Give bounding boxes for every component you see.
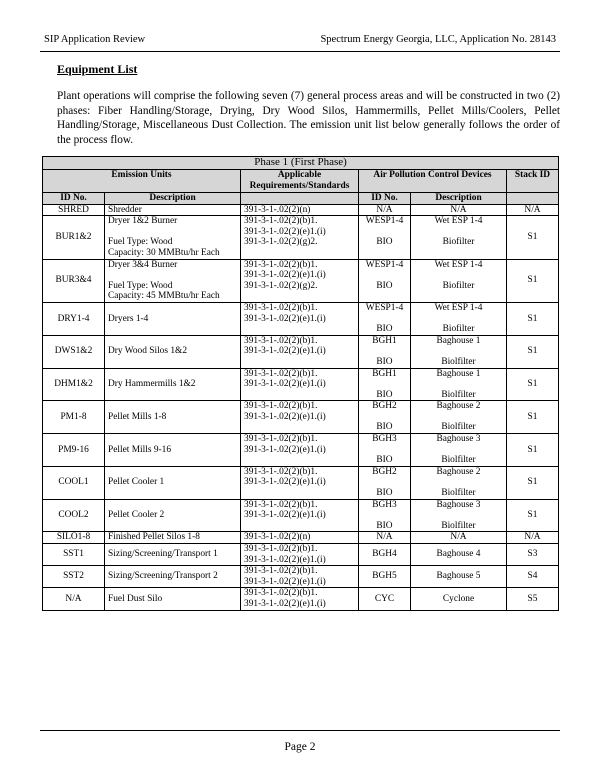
stack-id: S5 <box>507 588 559 610</box>
stack-id: S1 <box>507 259 559 302</box>
section-title: Equipment List <box>57 62 138 76</box>
subheader-id: ID No. <box>43 193 105 205</box>
apcd-id-line: BIO <box>376 422 393 433</box>
header-right: Spectrum Energy Georgia, LLC, Application No. 28143 <box>320 34 556 45</box>
apcd-description-line: Wet ESP 1-4 <box>434 259 483 270</box>
emission-unit-description <box>105 544 241 566</box>
apcd-id-line <box>362 346 407 357</box>
requirement-line: 391-3-1-.02(2)(b)1. <box>244 302 318 313</box>
applicable-requirements <box>241 566 359 588</box>
emission-unit-id: DHM1&2 <box>43 368 105 401</box>
apcd-id-line: BGH1 <box>372 368 397 379</box>
requirement-line: 391-3-1-.02(2)(e)1.(i) <box>244 576 326 587</box>
apcd-description <box>411 368 507 401</box>
page-number: Page 2 <box>284 741 316 753</box>
apcd-id <box>359 204 411 216</box>
apcd-description-line <box>414 379 503 390</box>
apcd-id-line: BGH3 <box>372 499 397 510</box>
description-line: Pellet Mills 1-8 <box>108 411 167 422</box>
description-line: Sizing/Screening/Transport 2 <box>108 571 218 582</box>
requirement-line: 391-3-1-.02(2)(e)1.(i) <box>244 379 326 390</box>
requirement-line: 391-3-1-.02(2)(e)1.(i) <box>244 313 326 324</box>
apcd-id <box>359 466 411 499</box>
apcd-description-line: Biolfilter <box>441 389 476 400</box>
header-apcd: Air Pollution Control Devices <box>359 170 507 193</box>
stack-id: S1 <box>507 499 559 532</box>
apcd-description <box>411 566 507 588</box>
emission-unit-id: SST2 <box>43 566 105 588</box>
equipment-table <box>42 156 559 611</box>
table-row <box>43 259 559 302</box>
requirement-line: 391-3-1-.02(2)(g)2. <box>244 280 318 291</box>
apcd-id <box>359 368 411 401</box>
apcd-description <box>411 216 507 259</box>
apcd-id <box>359 434 411 467</box>
apcd-description-line: N/A <box>450 204 467 215</box>
description-line: Dryers 1-4 <box>108 313 149 324</box>
requirement-line: 391-3-1-.02(2)(b)1. <box>244 466 318 477</box>
requirement-line: 391-3-1-.02(2)(b)1. <box>244 499 318 510</box>
description-line <box>108 270 237 281</box>
apcd-description-line: Biolfilter <box>441 488 476 499</box>
description-line: Fuel Type: Wood <box>108 280 173 291</box>
apcd-id <box>359 588 411 610</box>
applicable-requirements <box>241 434 359 467</box>
apcd-id-line <box>362 379 407 390</box>
apcd-id-line: BIO <box>376 324 393 335</box>
applicable-requirements <box>241 204 359 216</box>
emission-unit-description <box>105 216 241 259</box>
subheader-stack-blank <box>507 193 559 205</box>
intro-paragraph: Plant operations will comprise the following seven (7) general process areas and will be constructed in two (2) phases: Fiber Handling/Storage, Drying, Dry Wood Silos, Hammermills, Pellet Mills/Coolers, Pellet Handling/Storage, Miscellaneous Dust Collection. The emission unit list below generally follows the order of the process flow. <box>57 90 560 147</box>
emission-unit-id: DRY1-4 <box>43 302 105 335</box>
table-row <box>43 566 559 588</box>
apcd-description-line: Biolfilter <box>441 520 476 531</box>
table-row <box>43 434 559 467</box>
stack-id: S1 <box>507 466 559 499</box>
description-line: Pellet Cooler 2 <box>108 510 165 521</box>
apcd-id-line: BIO <box>376 356 393 367</box>
equipment-table-body <box>43 204 559 610</box>
apcd-description-line: Baghouse 1 <box>436 368 481 379</box>
applicable-requirements <box>241 532 359 544</box>
apcd-description <box>411 499 507 532</box>
applicable-requirements <box>241 401 359 434</box>
apcd-description-line <box>414 346 503 357</box>
table-row <box>43 466 559 499</box>
requirement-line: 391-3-1-.02(2)(b)1. <box>244 588 318 599</box>
apcd-description <box>411 544 507 566</box>
apcd-id <box>359 544 411 566</box>
applicable-requirements <box>241 544 359 566</box>
table-row <box>43 216 559 259</box>
emission-unit-description <box>105 335 241 368</box>
emission-unit-description <box>105 302 241 335</box>
apcd-id-line: BGH5 <box>372 571 397 582</box>
header-requirements: Applicable Requirements/Standards <box>241 170 359 193</box>
apcd-description-line: Baghouse 2 <box>436 466 481 477</box>
apcd-description <box>411 532 507 544</box>
apcd-description-line <box>414 314 503 325</box>
apcd-id-line <box>362 314 407 325</box>
description-line: Shredder <box>108 204 142 215</box>
requirement-line: 391-3-1-.02(2)(e)1.(i) <box>244 554 326 565</box>
table-row <box>43 335 559 368</box>
header-left: SIP Application Review <box>44 34 146 45</box>
stack-id: S1 <box>507 368 559 401</box>
emission-unit-description <box>105 566 241 588</box>
apcd-description-line: Baghouse 3 <box>436 434 481 445</box>
apcd-description-line: Baghouse 3 <box>436 499 481 510</box>
apcd-description-line: Cyclone <box>442 593 475 604</box>
emission-unit-id: SILO1-8 <box>43 532 105 544</box>
requirement-line: 391-3-1-.02(2)(b)1. <box>244 368 318 379</box>
requirement-line: 391-3-1-.02(2)(e)1.(i) <box>244 411 326 422</box>
apcd-id <box>359 566 411 588</box>
requirement-line: 391-3-1-.02(2)(e)1.(i) <box>244 598 326 609</box>
description-line: Dry Hammermills 1&2 <box>108 379 196 390</box>
table-row <box>43 401 559 434</box>
header-emission-units: Emission Units <box>43 170 241 193</box>
requirement-line: 391-3-1-.02(2)(b)1. <box>244 335 318 346</box>
applicable-requirements <box>241 499 359 532</box>
description-line: Fuel Type: Wood <box>108 237 173 248</box>
apcd-id <box>359 335 411 368</box>
apcd-id-line: BGH4 <box>372 549 397 560</box>
emission-unit-id: PM9-16 <box>43 434 105 467</box>
requirement-line: 391-3-1-.02(2)(b)1. <box>244 401 318 412</box>
apcd-id-line: BIO <box>376 488 393 499</box>
stack-id: S4 <box>507 566 559 588</box>
table-row <box>43 499 559 532</box>
apcd-id-line: BIO <box>376 280 393 291</box>
stack-id: N/A <box>507 204 559 216</box>
apcd-id-line: N/A <box>376 204 393 215</box>
emission-unit-description <box>105 368 241 401</box>
header-stack-id: Stack ID <box>507 170 559 193</box>
apcd-id-line: BIO <box>376 389 393 400</box>
apcd-id-line: WESP1-4 <box>365 259 404 270</box>
apcd-description <box>411 335 507 368</box>
requirement-line: 391-3-1-.02(2)(e)1.(i) <box>244 270 326 281</box>
page-header <box>40 34 560 50</box>
apcd-id-line: N/A <box>376 532 393 543</box>
requirement-line: 391-3-1-.02(2)(e)1.(i) <box>244 226 326 237</box>
apcd-id-line: BGH1 <box>372 335 397 346</box>
apcd-description-line: Wet ESP 1-4 <box>434 216 483 227</box>
apcd-id-line: WESP1-4 <box>365 216 404 227</box>
requirement-line: 391-3-1-.02(2)(b)1. <box>244 259 318 270</box>
apcd-description <box>411 466 507 499</box>
description-line: Dryer 1&2 Burner <box>108 216 178 227</box>
emission-unit-description <box>105 588 241 610</box>
stack-id: S1 <box>507 434 559 467</box>
footer-rule <box>40 730 560 731</box>
requirement-line: 391-3-1-.02(2)(b)1. <box>244 566 318 577</box>
apcd-description <box>411 204 507 216</box>
apcd-id <box>359 259 411 302</box>
stack-id: S1 <box>507 302 559 335</box>
apcd-description <box>411 434 507 467</box>
description-line: Dry Wood Silos 1&2 <box>108 346 188 357</box>
emission-unit-description <box>105 204 241 216</box>
apcd-description-line: Baghouse 1 <box>436 335 481 346</box>
subheader-apcd-id: ID No. <box>359 193 411 205</box>
apcd-description-line: Biolfilter <box>441 422 476 433</box>
subheader-description: Description <box>105 193 241 205</box>
applicable-requirements <box>241 588 359 610</box>
table-row <box>43 532 559 544</box>
requirement-line: 391-3-1-.02(2)(n) <box>244 204 311 215</box>
apcd-id-line: CYC <box>374 593 395 604</box>
emission-unit-description <box>105 259 241 302</box>
apcd-id <box>359 499 411 532</box>
stack-id: S1 <box>507 216 559 259</box>
description-line: Finished Pellet Silos 1-8 <box>108 532 200 543</box>
apcd-description-line <box>414 227 503 238</box>
table-title: Phase 1 (First Phase) <box>43 157 559 170</box>
apcd-id-line: BIO <box>376 237 393 248</box>
emission-unit-id: PM1-8 <box>43 401 105 434</box>
emission-unit-id: SHRED <box>43 204 105 216</box>
description-line: Sizing/Screening/Transport 1 <box>108 549 218 560</box>
applicable-requirements <box>241 259 359 302</box>
apcd-id-line: BIO <box>376 455 393 466</box>
apcd-id-line: BGH2 <box>372 401 397 412</box>
apcd-id-line <box>362 270 407 281</box>
apcd-description-line: Baghouse 2 <box>436 401 481 412</box>
apcd-description-line <box>414 412 503 423</box>
emission-unit-description <box>105 466 241 499</box>
stack-id: S1 <box>507 335 559 368</box>
apcd-description-line: Baghouse 5 <box>436 571 481 582</box>
apcd-description-line: Biofilter <box>442 280 475 291</box>
emission-unit-description <box>105 499 241 532</box>
table-row <box>43 204 559 216</box>
emission-unit-description <box>105 532 241 544</box>
description-line: Dryer 3&4 Burner <box>108 259 178 270</box>
applicable-requirements <box>241 466 359 499</box>
apcd-id-line <box>362 477 407 488</box>
description-line: Pellet Mills 9-16 <box>108 444 172 455</box>
emission-unit-id: SST1 <box>43 544 105 566</box>
apcd-description-line: Biolfilter <box>441 356 476 367</box>
apcd-description <box>411 588 507 610</box>
requirement-line: 391-3-1-.02(2)(e)1.(i) <box>244 444 326 455</box>
table-row <box>43 544 559 566</box>
apcd-description-line <box>414 510 503 521</box>
applicable-requirements <box>241 335 359 368</box>
emission-unit-id: DWS1&2 <box>43 335 105 368</box>
apcd-id-line: BGH2 <box>372 466 397 477</box>
requirement-line: 391-3-1-.02(2)(b)1. <box>244 216 318 227</box>
apcd-id <box>359 302 411 335</box>
description-line: Pellet Cooler 1 <box>108 477 165 488</box>
apcd-description-line: Biofilter <box>442 324 475 335</box>
subheader-requirements-blank <box>241 193 359 205</box>
requirement-line: 391-3-1-.02(2)(b)1. <box>244 434 318 445</box>
subheader-apcd-description: Description <box>411 193 507 205</box>
apcd-description <box>411 259 507 302</box>
apcd-id <box>359 401 411 434</box>
apcd-description-line: N/A <box>450 532 467 543</box>
emission-unit-id: BUR3&4 <box>43 259 105 302</box>
apcd-description-line <box>414 477 503 488</box>
applicable-requirements <box>241 368 359 401</box>
apcd-description-line: Wet ESP 1-4 <box>434 302 483 313</box>
requirement-line: 391-3-1-.02(2)(e)1.(i) <box>244 510 326 521</box>
requirement-line: 391-3-1-.02(2)(g)2. <box>244 237 318 248</box>
apcd-description-line: Biofilter <box>442 237 475 248</box>
requirement-line: 391-3-1-.02(2)(b)1. <box>244 544 318 554</box>
apcd-description-line <box>414 445 503 456</box>
stack-id: S3 <box>507 544 559 566</box>
apcd-id-line: BIO <box>376 520 393 531</box>
description-line: Capacity: 45 MMBtu/hr Each <box>108 291 220 302</box>
emission-unit-id: COOL2 <box>43 499 105 532</box>
emission-unit-id: BUR1&2 <box>43 216 105 259</box>
header-rule <box>40 51 560 52</box>
table-row <box>43 302 559 335</box>
apcd-id-line <box>362 445 407 456</box>
emission-unit-description <box>105 401 241 434</box>
requirement-line: 391-3-1-.02(2)(n) <box>244 532 311 543</box>
apcd-id-line <box>362 510 407 521</box>
emission-unit-id: COOL1 <box>43 466 105 499</box>
description-line: Fuel Dust Silo <box>108 593 163 604</box>
apcd-id <box>359 532 411 544</box>
requirement-line: 391-3-1-.02(2)(e)1.(i) <box>244 346 326 357</box>
apcd-id-line <box>362 227 407 238</box>
apcd-id-line: BGH3 <box>372 434 397 445</box>
table-row <box>43 588 559 610</box>
apcd-description-line: Baghouse 4 <box>436 549 481 560</box>
apcd-description-line: Biolfilter <box>441 455 476 466</box>
emission-unit-description <box>105 434 241 467</box>
apcd-id-line: WESP1-4 <box>365 302 404 313</box>
stack-id: S1 <box>507 401 559 434</box>
emission-unit-id: N/A <box>43 588 105 610</box>
applicable-requirements <box>241 216 359 259</box>
apcd-description-line <box>414 270 503 281</box>
apcd-description <box>411 401 507 434</box>
apcd-description <box>411 302 507 335</box>
table-row <box>43 368 559 401</box>
apcd-id-line <box>362 412 407 423</box>
description-line <box>108 227 237 238</box>
stack-id: N/A <box>507 532 559 544</box>
applicable-requirements <box>241 302 359 335</box>
apcd-id <box>359 216 411 259</box>
requirement-line: 391-3-1-.02(2)(e)1.(i) <box>244 477 326 488</box>
description-line: Capacity: 30 MMBtu/hr Each <box>108 247 220 258</box>
